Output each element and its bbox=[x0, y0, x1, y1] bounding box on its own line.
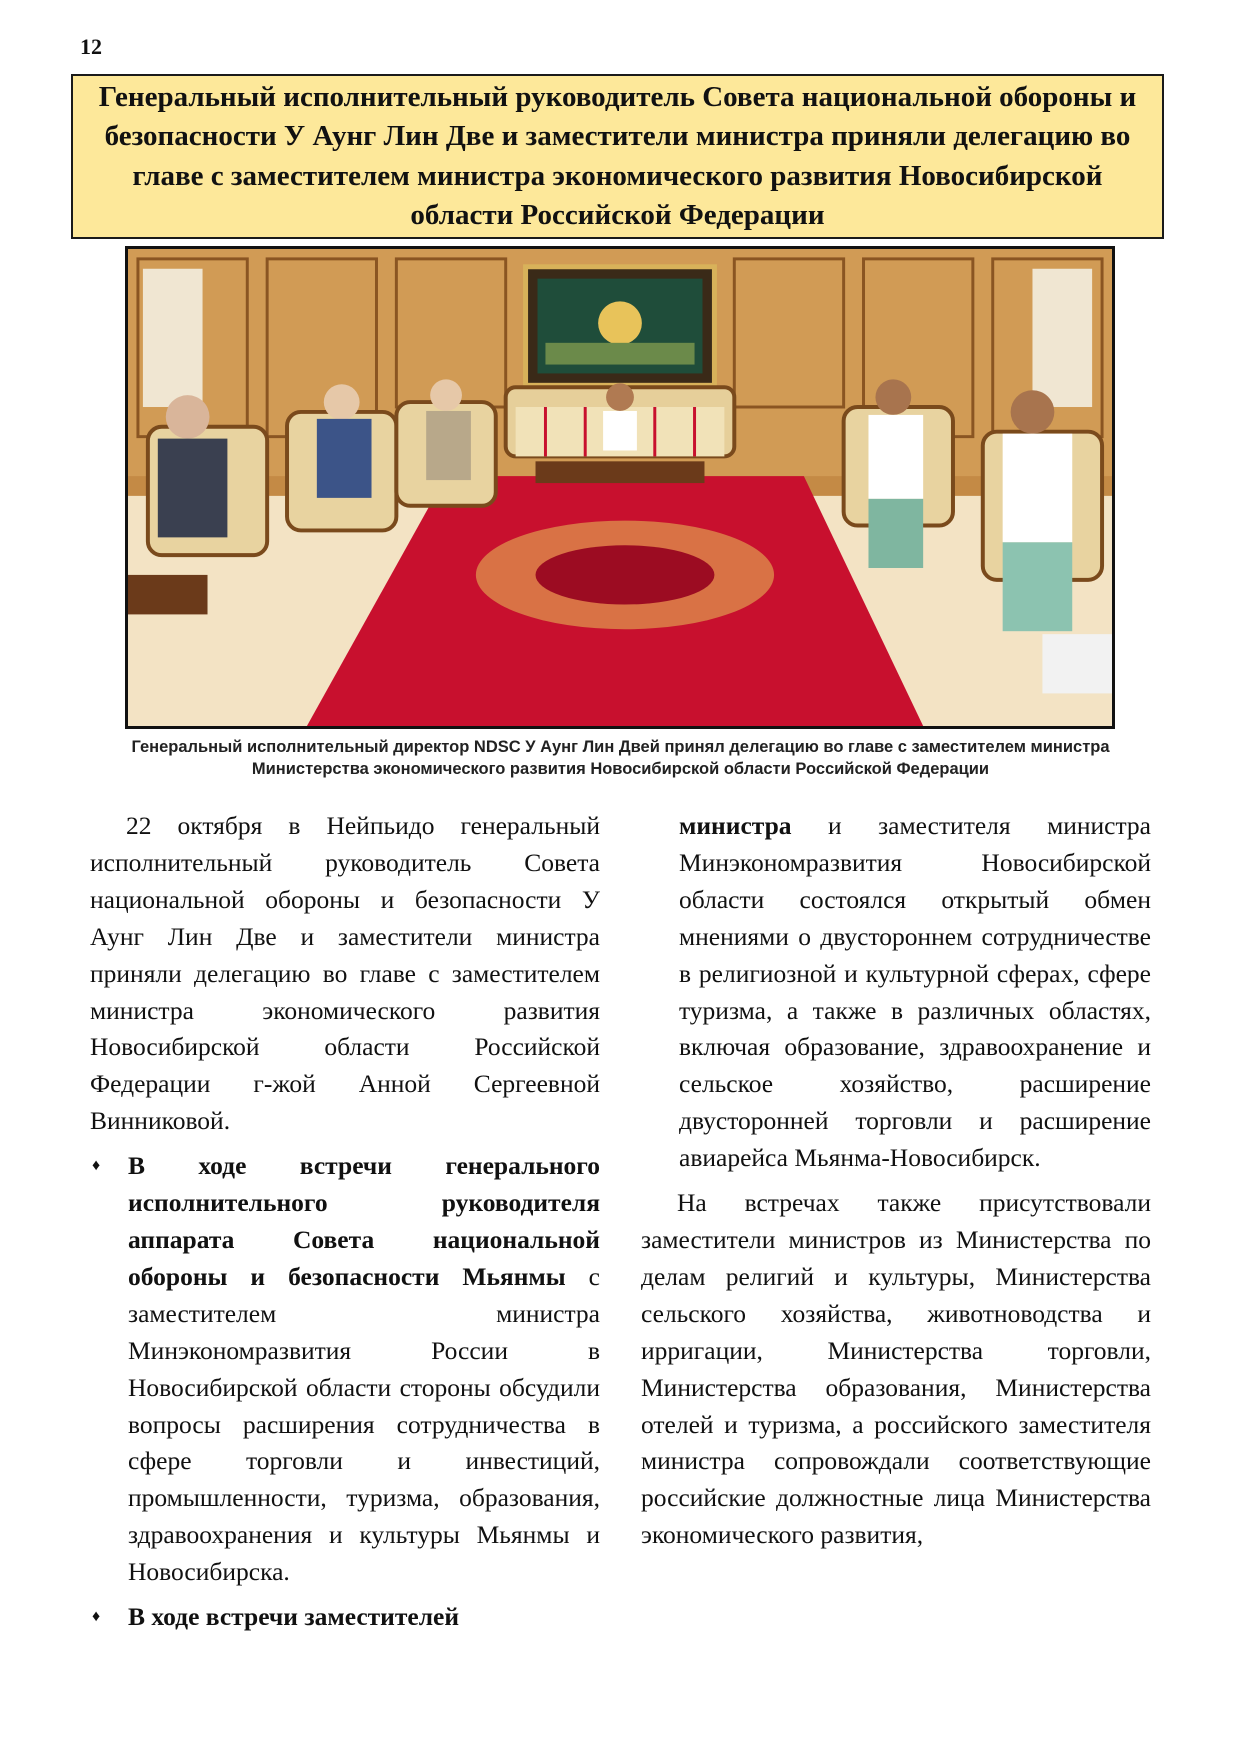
bullet-item bbox=[90, 1599, 600, 1636]
left-column bbox=[90, 808, 600, 1636]
bullet-text: с заместителем министра Минэкономразвития России в Новосибирской области стороны обсудили вопросы расширения сотрудничества в сфере торговли и инвестиций, промышленности, туризма, образования, здравоохранения и культуры Мьянмы и Новосибирска. bbox=[128, 1261, 600, 1587]
article-title-box bbox=[71, 74, 1164, 239]
page-number: 12 bbox=[80, 34, 102, 59]
bullet-diamond-icon: ♦ bbox=[92, 1157, 101, 1175]
bullet-bold-text: В ходе встречи генерального исполнительного руководителя аппарата Совета национальной обороны и безопасности Мьянмы bbox=[128, 1151, 600, 1291]
photo-caption: Генеральный исполнительный директор NDSC У Аунг Лин Двей принял делегацию во главе с заместителем министра Министерства экономического развития Новосибирской области Российской Федерации bbox=[131, 738, 1110, 778]
right-column bbox=[641, 808, 1151, 1554]
bullet-item bbox=[90, 1148, 600, 1591]
continuation-bold-text: министра bbox=[679, 811, 792, 840]
bullet-continuation bbox=[641, 808, 1151, 1177]
attendees-paragraph: На встречах также присутствовали заместители министров из Министерства по делам религий и культуры, Министерства сельского хозяйства, животноводства и ирригации, Министерства торговли, Министерства образования, Министерства отелей и туризма, а российского заместителя министра сопровождали соответствующие российские должностные лица Министерства экономического развития, bbox=[641, 1188, 1151, 1550]
article-title: Генеральный исполнительный руководитель Совета национальной обороны и безопасности У Аунг Лин Две и заместители министра приняли делегацию во главе с заместителем министра экономического развития Новосибирской области Российской Федерации bbox=[98, 80, 1137, 231]
meeting-photo bbox=[125, 246, 1115, 729]
bullet-bold-text: В ходе встречи заместителей bbox=[128, 1602, 460, 1632]
continuation-text: и заместителя министра Минэкономразвития Новосибирской области состоялся открытый обмен мнениями о двустороннем сотрудничестве в религиозной и культурной сферах, сфере туризма, а также в различных областях, включая образование, здравоохранение и сельское хозяйство, расширение двусторонней торговли и расширение авиарейса Мьянма-Новосибирск. bbox=[679, 811, 1151, 1173]
intro-paragraph: 22 октября в Нейпьидо генеральный исполнительный руководитель Совета национальной обороны и безопасности У Аунг Лин Две и заместители министра приняли делегацию во главе с заместителем министра экономического развития Новосибирской области Российской Федерации г-жой Анной Сергеевной Винниковой. bbox=[90, 811, 600, 1136]
meeting-photo-illustration bbox=[128, 249, 1112, 726]
bullet-diamond-icon: ♦ bbox=[92, 1608, 101, 1626]
